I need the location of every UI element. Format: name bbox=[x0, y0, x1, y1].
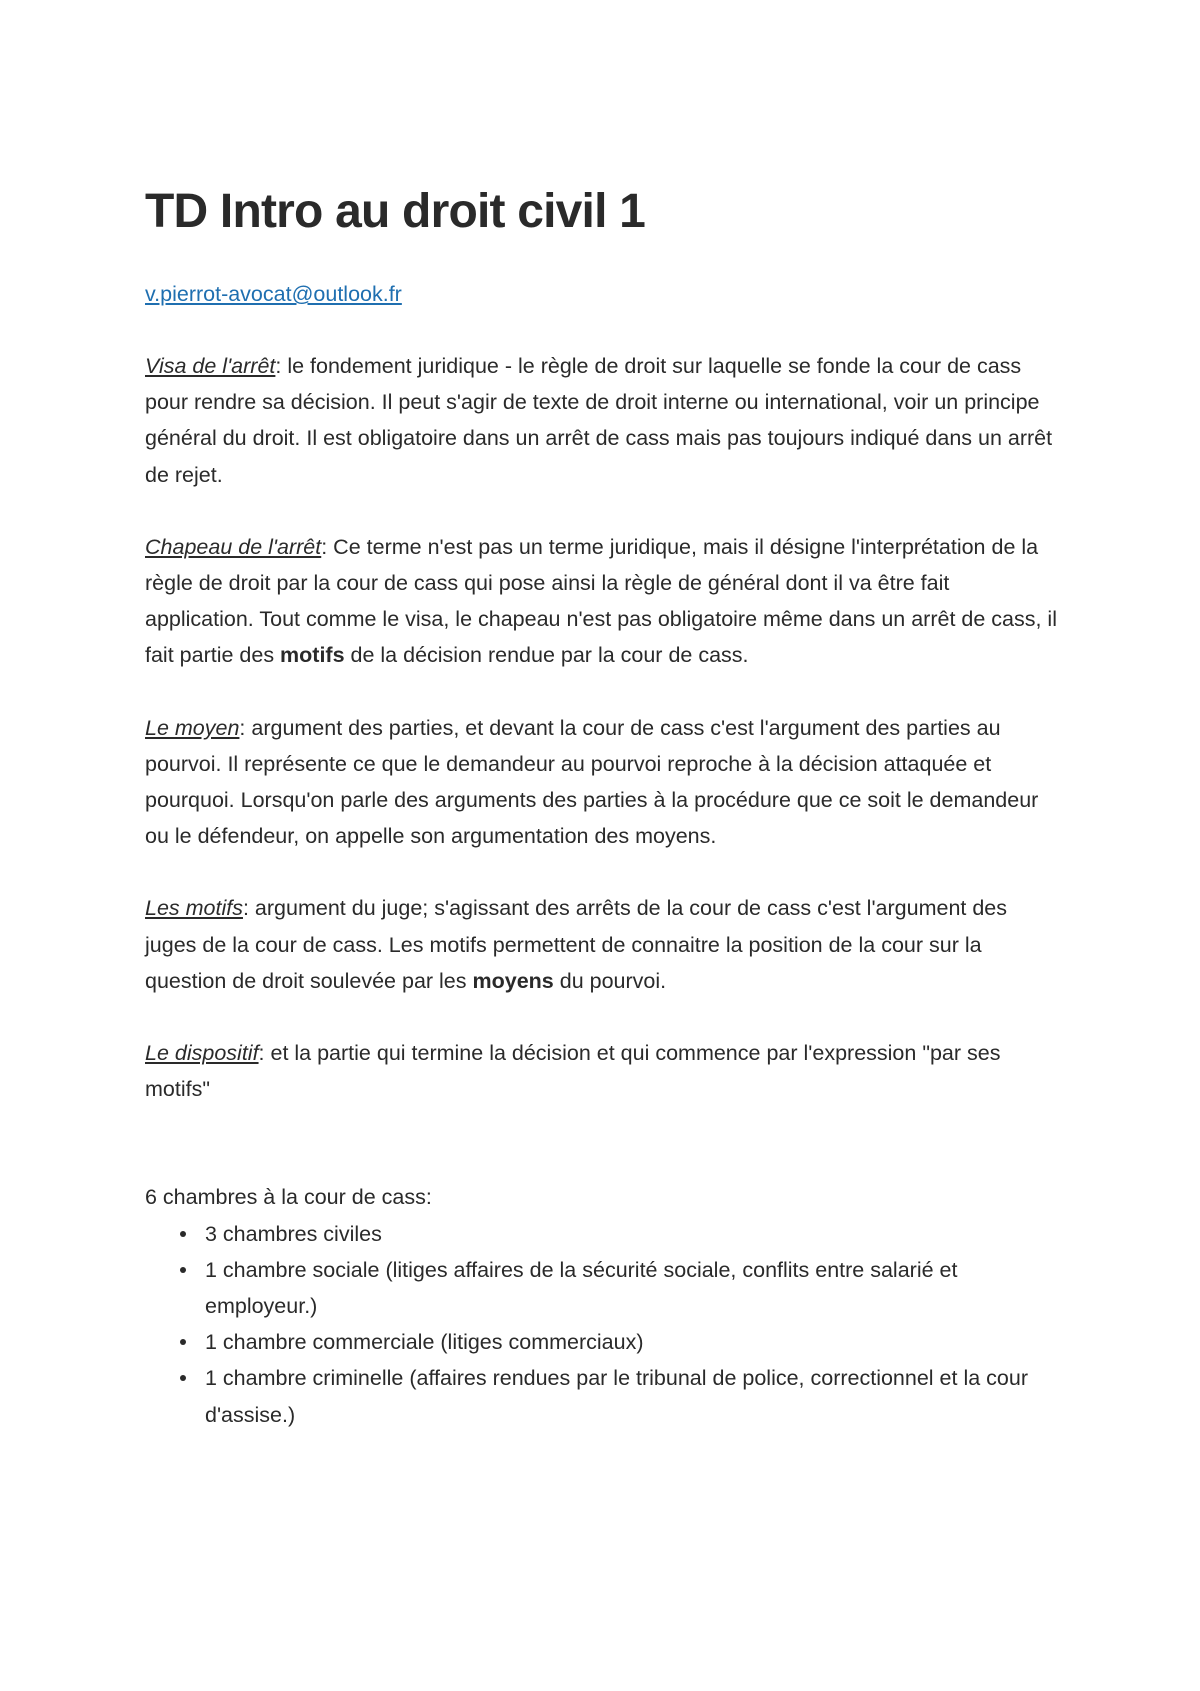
term-motifs: Les motifs bbox=[145, 896, 243, 921]
chambers-intro: 6 chambres à la cour de cass: bbox=[145, 1185, 432, 1210]
list-item: 1 chambre criminelle (affaires rendues par le tribunal de police, correctionnel et la cour d'assise.) bbox=[205, 1360, 1060, 1432]
definition-dispositif-text: : et la partie qui termine la décision et qui commence par l'expression "par ses motifs" bbox=[145, 1041, 1001, 1102]
email-link[interactable]: v.pierrot-avocat@outlook.fr bbox=[145, 282, 402, 306]
term-moyen: Le moyen bbox=[145, 715, 240, 740]
definition-visa bbox=[145, 348, 1060, 493]
list-item: 1 chambre commerciale (litiges commerciaux) bbox=[205, 1324, 1060, 1360]
definition-moyen-text: : argument des parties, et devant la cour de cass c'est l'argument des parties au pourvoi. Il représente ce que le demandeur au pourvoi reproche à la décision attaquée et pourquoi. Lorsqu'on parle des arguments des parties à la procédure que ce soit le demandeur ou le défendeur, on appelle son argumentation des moyens. bbox=[145, 715, 1039, 849]
term-dispositif: Le dispositif bbox=[145, 1041, 259, 1066]
definition-chapeau-text: : Ce terme n'est pas un terme juridique, mais il désigne l'interprétation de la règle de droit par la cour de cass qui pose ainsi la règle de général dont il va être fait application. Tout comme le visa, le chapeau n'est pas obligatoire même dans un arrêt de cass, il fait partie des bbox=[145, 534, 1057, 668]
definition-chapeau-text-end: de la décision rendue par la cour de cass. bbox=[344, 643, 749, 668]
definition-motifs-text: : argument du juge; s'agissant des arrêts de la cour de cass c'est l'argument des juges de la cour de cass. Les motifs permettent de connaitre la position de la cour sur la question de droit soulevée par les bbox=[145, 896, 1008, 993]
list-item: 1 chambre sociale (litiges affaires de la sécurité sociale, conflits entre salarié et employeur.) bbox=[205, 1252, 1060, 1324]
definition-moyen bbox=[145, 710, 1060, 855]
definition-motifs bbox=[145, 890, 1060, 999]
definition-chapeau bbox=[145, 529, 1060, 674]
term-chapeau: Chapeau de l'arrêt bbox=[145, 534, 322, 559]
page-title: TD Intro au droit civil 1 bbox=[145, 185, 646, 238]
definition-motifs-text-end: du pourvoi. bbox=[553, 968, 667, 993]
definition-dispositif bbox=[145, 1035, 1060, 1107]
term-visa: Visa de l'arrêt bbox=[145, 354, 276, 378]
list-item: 3 chambres civiles bbox=[205, 1216, 1060, 1252]
chambers-list bbox=[145, 1216, 1060, 1433]
bold-motifs: motifs bbox=[280, 643, 345, 668]
definition-visa-text: : le fondement juridique - le règle de droit sur laquelle se fonde la cour de cass pour rendre sa décision. Il peut s'agir de texte de droit interne ou international, voir un principe général du droit. Il est obligatoire dans un arrêt de cass mais pas toujours indiqué dans un arrêt de rejet. bbox=[145, 354, 1053, 487]
bold-moyens: moyens bbox=[472, 968, 554, 993]
